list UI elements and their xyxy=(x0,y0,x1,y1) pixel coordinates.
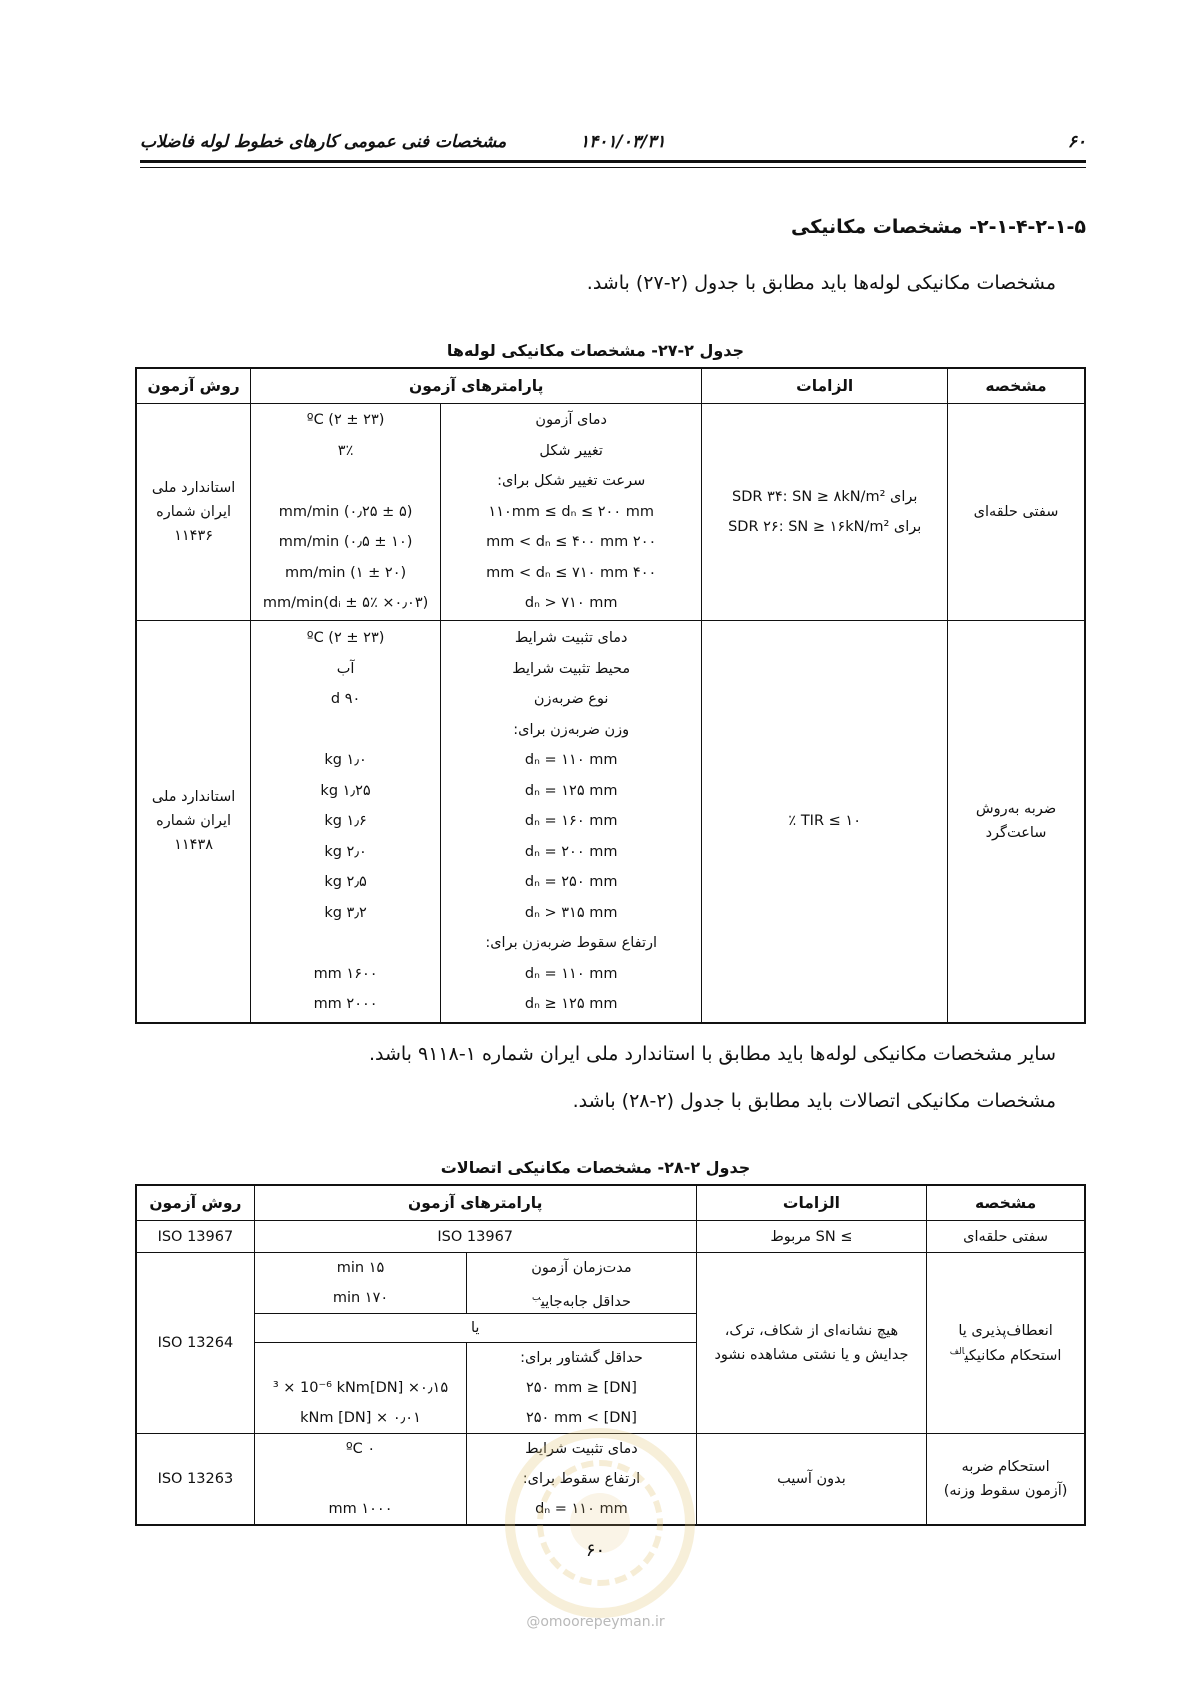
characteristic-line: استحکام ضربه xyxy=(961,1459,1050,1475)
value-line xyxy=(259,1343,462,1373)
param-line: نوع ضربه‌زن xyxy=(533,691,609,707)
param-line: دمای آزمون xyxy=(535,412,607,429)
row-values xyxy=(251,621,441,1023)
row-method: ISO 13264 xyxy=(136,1253,254,1434)
method-line: ۱۱۴۳۶ xyxy=(174,528,214,544)
param-line: dₙ = ۱۶۰ mm xyxy=(524,813,618,829)
param-line: dₙ ≥ ۱۲۵ mm xyxy=(524,996,618,1012)
characteristic-line: ضربه به‌روش xyxy=(975,801,1057,818)
row-params xyxy=(441,621,702,1023)
value-line xyxy=(255,928,436,959)
row-params xyxy=(467,1343,696,1434)
param-line: ۲۰۰ mm < dₙ ≤ ۴۰۰ mm xyxy=(486,534,657,551)
value-line: ۱۰۰۰ mm xyxy=(328,1501,393,1517)
intro-paragraph: مشخصات مکانیکی لوله‌ها باید مطابق با جدول (۲-۲۷) باشد. xyxy=(586,272,1056,294)
paragraph-other-specs: سایر مشخصات مکانیکی لوله‌ها باید مطابق با استاندارد ملی ایران شماره ۱-۹۱۱۸ باشد. xyxy=(368,1043,1056,1065)
table28-header-requirements: الزامات xyxy=(696,1185,926,1221)
row-params: ISO 13967 xyxy=(254,1221,696,1253)
header-page-number: ۶۰ xyxy=(1067,132,1086,152)
method-line: ایران شماره xyxy=(156,504,232,520)
value-line: (۲۳ ± ۲) ºC xyxy=(306,412,385,429)
param-line: dₙ = ۱۱۰ mm xyxy=(535,1501,628,1517)
value-line: (۵ ± ۰٫۲۵) mm/min xyxy=(278,503,413,520)
value-line: (۰٫۰۳× dᵢ ± ۵٪)mm/min xyxy=(262,595,429,612)
watermark-seal-icon xyxy=(505,1428,695,1618)
table27-caption: جدول ۲-۲۷- مشخصات مکانیکی لوله‌ها xyxy=(446,341,745,360)
row-characteristic: سفتی حلقه‌ای xyxy=(927,1221,1085,1253)
method-line: ۱۱۴۳۸ xyxy=(174,837,214,854)
header-date: ۱۴۰۱/۰۳/۳۱ xyxy=(580,132,666,152)
value-line xyxy=(255,466,436,497)
or-separator: یا xyxy=(254,1314,696,1343)
param-line: مدت‌زمان آزمون xyxy=(531,1260,632,1276)
param-line: dₙ = ۲۰۰ mm xyxy=(524,843,618,860)
table-row xyxy=(136,621,1085,1023)
param-line: محیط تثبیت شرایط xyxy=(512,660,631,677)
row-method xyxy=(136,404,251,621)
row-requirements: بدون آسیب xyxy=(696,1434,926,1526)
table28-header-row xyxy=(136,1185,1085,1221)
param-line: dₙ = ۲۵۰ mm xyxy=(524,874,618,890)
row-values xyxy=(254,1253,466,1314)
characteristic-line: (آزمون سقوط وزنه) xyxy=(943,1483,1068,1499)
table27-header-requirements: الزامات xyxy=(702,368,948,404)
param-text: حداقل جابه‌جایی xyxy=(540,1293,631,1310)
value-line: ۲٫۰ kg xyxy=(324,843,367,860)
value-line: d ۹۰ xyxy=(330,691,361,707)
method-line: ایران شماره xyxy=(156,813,232,830)
param-line: [DN] > ۲۵۰ mm xyxy=(525,1410,637,1426)
param-line: حداقل گشتاور برای: xyxy=(520,1350,643,1366)
table28-caption: جدول ۲-۲۸- مشخصات مکانیکی اتصالات xyxy=(440,1158,751,1177)
row-characteristic xyxy=(948,621,1085,1023)
value-line: (۲۰ ± ۱) mm/min xyxy=(284,564,407,581)
header-title: مشخصات فنی عمومی کارهای خطوط لوله فاضلاب xyxy=(140,132,507,152)
param-line: dₙ = ۱۱۰ mm xyxy=(524,965,618,982)
row-requirements: ≥ SN مربوط xyxy=(696,1221,926,1253)
param-line: سرعت تغییر شکل برای: xyxy=(497,473,646,490)
value-line: ۰٫۰۱ × [DN] kNm xyxy=(300,1410,421,1426)
param-line: dₙ > ۳۱۵ mm xyxy=(524,904,618,921)
header-rule-thin xyxy=(140,167,1086,168)
param-line: dₙ = ۱۱۰ mm xyxy=(524,752,618,768)
row-characteristic: سفتی حلقه‌ای xyxy=(948,404,1085,621)
param-line: وزن ضربه‌زن برای: xyxy=(513,721,630,738)
method-line: استاندارد ملی xyxy=(151,480,236,496)
table27-header-row xyxy=(136,368,1085,404)
header-rule-thick xyxy=(140,160,1086,163)
table27 xyxy=(135,367,1086,1024)
row-params xyxy=(467,1253,696,1314)
footer-page-number: ۶۰ xyxy=(585,1540,606,1561)
value-line: (۲۳ ± ۲) ºC xyxy=(306,630,385,646)
param-line: ۱۱۰mm ≤ dₙ ≤ ۲۰۰ mm xyxy=(488,503,654,520)
table28-header-params: پارامترهای آزمون xyxy=(254,1185,696,1221)
row-characteristic xyxy=(927,1253,1085,1434)
param-line: [DN] ≤ ۲۵۰ mm xyxy=(525,1380,637,1396)
row-values xyxy=(254,1434,466,1526)
value-line: ۱٫۰ kg xyxy=(324,752,367,768)
requirement-line: هیچ نشانه‌ای از شکاف، ترک، xyxy=(724,1323,899,1339)
row-requirements xyxy=(696,1253,926,1434)
value-line: ۳٪ xyxy=(337,442,354,459)
table27-header-method: روش آزمون xyxy=(136,368,251,404)
characteristic-line xyxy=(931,1347,1080,1364)
value-line: ۱٫۶ kg xyxy=(324,813,367,829)
row-params xyxy=(441,404,702,621)
characteristic-text: استحکام مکانیکی xyxy=(964,1347,1062,1364)
requirement-line: جدایش و یا نشتی مشاهده نشود xyxy=(714,1347,909,1363)
row-values xyxy=(254,1343,466,1434)
value-line xyxy=(259,1464,462,1494)
param-line: تغییر شکل xyxy=(539,442,603,459)
table28-header-characteristic: مشخصه xyxy=(927,1185,1085,1221)
value-line: ۱۷۰ min xyxy=(332,1290,389,1306)
value-line: ۲۰۰۰ mm xyxy=(313,996,378,1012)
table-row xyxy=(136,1221,1085,1253)
param-line: ارتفاع سقوط ضربه‌زن برای: xyxy=(485,935,658,951)
table-row xyxy=(136,1253,1085,1314)
requirement-line: برای SDR ۳۴: SN ≥ ۸kN/m² xyxy=(731,488,918,505)
value-line: ۱۶۰۰ mm xyxy=(313,965,378,982)
characteristic-line: انعطاف‌پذیری یا xyxy=(958,1322,1053,1339)
table27-header-characteristic: مشخصه xyxy=(948,368,1085,404)
value-line: آب xyxy=(336,660,355,677)
section-heading: ۲-۱-۴-۲-۱-۵- مشخصات مکانیکی xyxy=(791,216,1086,238)
param-line: ارتفاع سقوط برای: xyxy=(522,1471,641,1487)
row-requirements: TIR ≤ ۱۰ ٪ xyxy=(702,621,948,1023)
row-method: ISO 13967 xyxy=(136,1221,254,1253)
param-line: دمای تثبیت شرایط xyxy=(514,630,628,646)
param-line: ۴۰۰ mm < dₙ ≤ ۷۱۰ mm xyxy=(486,564,657,581)
value-line xyxy=(255,715,436,746)
row-method: ISO 13263 xyxy=(136,1434,254,1526)
footer-watermark: @omoorepeyman.ir xyxy=(526,1614,665,1630)
requirement-line: برای SDR ۲۶: SN ≥ ۱۶kN/m² xyxy=(728,519,922,535)
row-method xyxy=(136,621,251,1023)
value-line: ۲٫۵ kg xyxy=(324,874,367,890)
running-header xyxy=(140,128,1086,162)
table-row xyxy=(136,404,1085,621)
value-line: ۰ ºC xyxy=(345,1441,376,1457)
value-line: ۱۵ min xyxy=(336,1260,385,1276)
row-values xyxy=(251,404,441,621)
method-line: استاندارد ملی xyxy=(151,789,236,806)
value-line: ۳٫۲ kg xyxy=(324,904,367,921)
row-characteristic xyxy=(927,1434,1085,1526)
characteristic-line: ساعت‌گرد xyxy=(985,825,1047,842)
value-line: ۰٫۱۵× [DN]³ × 10⁻⁶ kNm xyxy=(272,1380,449,1396)
row-requirements xyxy=(702,404,948,621)
param-line: dₙ = ۱۲۵ mm xyxy=(524,782,618,799)
param-line xyxy=(471,1283,691,1313)
param-line: دمای تثبیت شرایط xyxy=(525,1441,638,1457)
footnote-b-marker: ب xyxy=(531,1293,541,1303)
paragraph-fittings: مشخصات مکانیکی اتصالات باید مطابق با جدول (۲-۲۸) باشد. xyxy=(572,1090,1056,1112)
param-line: dₙ > ۷۱۰ mm xyxy=(524,595,618,612)
value-line: (۱۰ ± ۰٫۵) mm/min xyxy=(278,534,413,551)
footnote-a-marker: الف xyxy=(949,1346,965,1357)
table27-header-params: پارامترهای آزمون xyxy=(251,368,702,404)
value-line: ۱٫۲۵ kg xyxy=(320,782,371,799)
table28-header-method: روش آزمون xyxy=(136,1185,254,1221)
